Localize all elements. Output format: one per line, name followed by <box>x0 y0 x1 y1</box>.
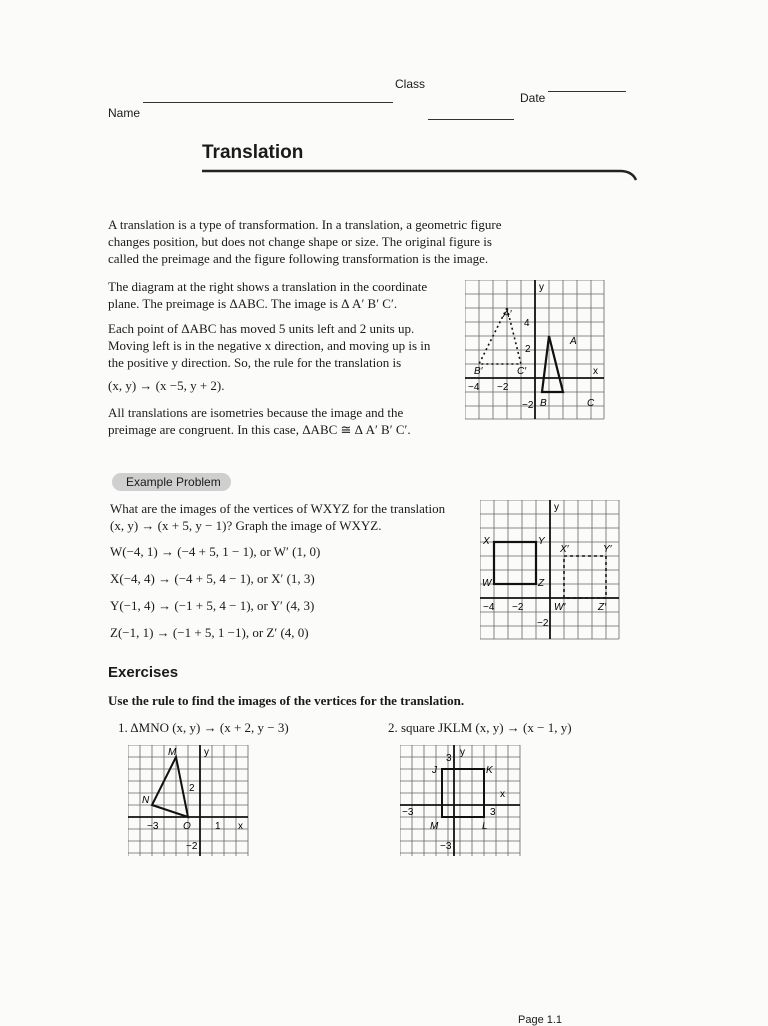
axis-label-y: y <box>554 502 559 513</box>
vertex-label: K <box>486 765 493 776</box>
name-label: Name <box>108 106 141 120</box>
vertex-label: Y′ <box>603 544 612 555</box>
tick-label: −2 <box>522 400 534 411</box>
class-label: Class <box>395 77 426 91</box>
vertex-label: W <box>482 578 492 589</box>
intro-paragraph-1: A translation is a type of transformation. In a translation, a geometric figure changes position, but does not change shape or size. The original figure is called the preimage and the figure following transformation is the image. <box>108 217 502 266</box>
vertex-label: M <box>430 821 439 832</box>
example-problem-label: Example Problem <box>126 475 221 489</box>
vertex-label: W′ <box>554 602 566 613</box>
vertex-label: C <box>587 398 595 409</box>
tick-label: −4 <box>468 382 480 393</box>
exercise-1-label: 1. ΔMNO (x, y) → (x + 2, y − 3) <box>118 720 289 735</box>
intro-paragraph-3 <box>108 320 430 394</box>
vertex-label: B′ <box>474 366 483 377</box>
date-label: Date <box>520 91 546 105</box>
tick-label: 2 <box>189 783 195 794</box>
axis-label-y: y <box>539 282 544 293</box>
tick-label: 1 <box>215 821 221 832</box>
text-line: plane. The preimage is ΔABC. The image is Δ A′ B′ C′. <box>108 296 398 311</box>
page-number: Page 1.1 <box>518 1014 563 1026</box>
tick-label: −2 <box>537 618 549 629</box>
page-title: Translation <box>202 142 304 163</box>
vertex-label: A′ <box>503 309 512 320</box>
name-line[interactable] <box>143 102 393 103</box>
text-line: All translations are isometries because the image and the <box>108 405 404 420</box>
axis-label-x: x <box>593 366 598 377</box>
vertex-label: M <box>168 747 177 758</box>
tick-label: −3 <box>147 821 159 832</box>
text-line: Each point of ΔABC has moved 5 units left and 2 units up. <box>108 321 415 336</box>
vertex-label: X <box>483 536 490 547</box>
figure-translation-square <box>480 500 620 640</box>
step-line: W(−4, 1) → (−4 + 5, 1 − 1), or W′ (1, 0) <box>110 544 321 559</box>
text-line: The diagram at the right shows a translation in the coordinate <box>108 279 428 294</box>
tick-label: 2 <box>525 344 531 355</box>
square-wxyz-prime <box>564 556 606 598</box>
tick-label: 3 <box>490 807 496 818</box>
intro-paragraph-2 <box>108 278 427 312</box>
vertex-label: Z′ <box>598 602 606 613</box>
axis-label-y: y <box>204 747 209 758</box>
axis-label-x: x <box>238 821 243 832</box>
text-line: What are the images of the vertices of WXYZ for the translation <box>110 501 446 516</box>
exercise-2-grid[interactable] <box>400 745 522 857</box>
tick-label: −3 <box>440 841 452 852</box>
vertex-label: A <box>570 336 577 347</box>
example-question <box>110 500 445 534</box>
intro-paragraph-4 <box>108 404 411 438</box>
vertex-label: L <box>482 821 488 832</box>
text-line: preimage are congruent. In this case, ΔABC ≅ Δ A′ B′ C′. <box>108 422 411 437</box>
vertex-label: N <box>142 795 150 806</box>
tick-label: −2 <box>512 602 524 613</box>
date-line[interactable] <box>428 119 514 120</box>
example-problem-badge <box>112 473 231 491</box>
text-line: the positive y direction. So, the rule for the translation is <box>108 355 402 370</box>
triangle-mno <box>152 757 188 817</box>
text-line: (x, y) → (x −5, y + 2). <box>108 378 225 393</box>
tick-label: −3 <box>402 807 414 818</box>
text-line: Moving left is in the negative x direction, and moving up is in <box>108 338 431 353</box>
exercises-instruction: Use the rule to find the images of the vertices for the translation. <box>108 693 465 708</box>
exercise-2-label: 2. square JKLM (x, y) → (x − 1, y) <box>388 720 572 735</box>
example-steps <box>110 543 320 641</box>
axis-label-x: x <box>500 789 505 800</box>
tick-label: 4 <box>524 318 530 329</box>
tick-label: −2 <box>186 841 198 852</box>
vertex-label: X′ <box>560 544 569 555</box>
step-line: Z(−1, 1) → (−1 + 5, 1 −1), or Z′ (4, 0) <box>110 625 309 640</box>
step-line: X(−4, 4) → (−4 + 5, 4 − 1), or X′ (1, 3) <box>110 571 315 586</box>
axis-label-y: y <box>460 747 465 758</box>
step-line: Y(−1, 4) → (−1 + 5, 4 − 1), or Y′ (4, 3) <box>110 598 315 613</box>
exercise-1-grid[interactable] <box>128 745 258 857</box>
title-underline <box>200 164 650 184</box>
exercises-heading: Exercises <box>108 664 179 681</box>
vertex-label: O <box>183 821 191 832</box>
tick-label: −2 <box>497 382 509 393</box>
vertex-label: Y <box>538 536 545 547</box>
text-line: (x, y) → (x + 5, y − 1)? Graph the image of WXYZ. <box>110 518 382 533</box>
figure-translation-triangle <box>465 280 605 420</box>
vertex-label: J <box>432 765 437 776</box>
vertex-label: Z <box>538 578 545 589</box>
class-line[interactable] <box>548 91 626 92</box>
square-wxyz <box>494 542 536 584</box>
tick-label: −4 <box>483 602 495 613</box>
vertex-label: B <box>540 398 547 409</box>
tick-label: 3 <box>446 753 452 764</box>
vertex-label: C′ <box>517 366 527 377</box>
